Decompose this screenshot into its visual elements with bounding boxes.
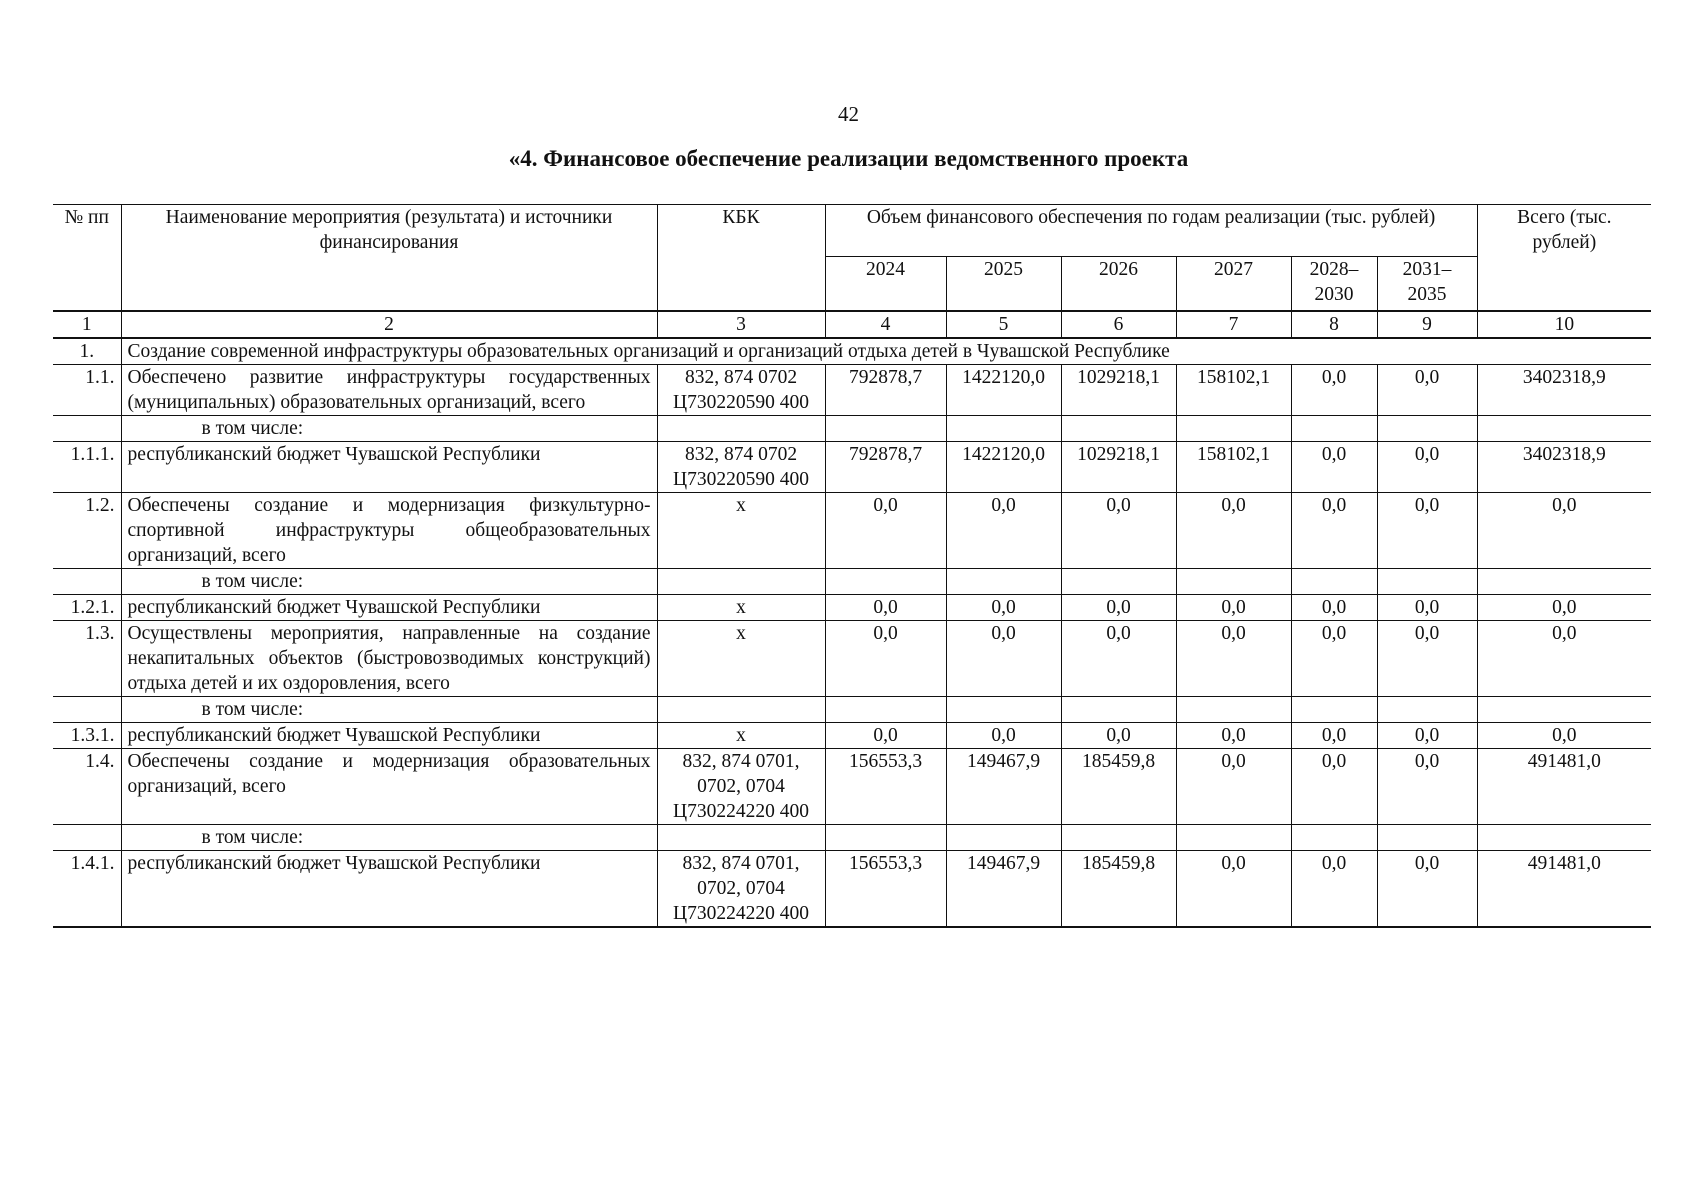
row-value: 0,0 xyxy=(946,595,1061,621)
row-value xyxy=(825,825,946,851)
row-value: 0,0 xyxy=(1176,723,1291,749)
row-name: в том числе: xyxy=(121,416,657,442)
row-value xyxy=(946,416,1061,442)
row-value xyxy=(825,416,946,442)
table-row xyxy=(53,365,1651,416)
row-value xyxy=(1061,569,1176,595)
page-number: 42 xyxy=(838,102,859,126)
row-total: 3402318,9 xyxy=(1477,442,1651,493)
column-number: 10 xyxy=(1477,311,1651,338)
row-number: 1.3. xyxy=(53,621,121,697)
row-number: 1.1. xyxy=(53,365,121,416)
row-number: 1.4. xyxy=(53,749,121,825)
column-number: 6 xyxy=(1061,311,1176,338)
header-name: Наименование мероприятия (результата) и источники финансирования xyxy=(121,205,657,312)
row-value xyxy=(1377,416,1477,442)
subtotal-label-row xyxy=(53,697,1651,723)
row-value: 0,0 xyxy=(1377,621,1477,697)
row-value: 0,0 xyxy=(1291,493,1377,569)
row-name: в том числе: xyxy=(121,697,657,723)
row-value: 0,0 xyxy=(1377,365,1477,416)
row-value: 149467,9 xyxy=(946,749,1061,825)
header-row xyxy=(53,205,1651,257)
row-value xyxy=(1377,697,1477,723)
row-total: 0,0 xyxy=(1477,595,1651,621)
row-value: 0,0 xyxy=(1377,851,1477,928)
row-kbk: х xyxy=(657,595,825,621)
table-row xyxy=(53,621,1651,697)
row-kbk xyxy=(657,416,825,442)
row-number xyxy=(53,416,121,442)
table-row xyxy=(53,749,1651,825)
table-row xyxy=(53,723,1651,749)
row-number: 1.2. xyxy=(53,493,121,569)
row-value xyxy=(1176,825,1291,851)
row-value: 156553,3 xyxy=(825,851,946,928)
table-row xyxy=(53,851,1651,928)
row-value xyxy=(1291,416,1377,442)
row-kbk: 832, 874 0701, 0702, 0704 Ц730224220 400 xyxy=(657,851,825,928)
column-number: 1 xyxy=(53,311,121,338)
row-value xyxy=(946,697,1061,723)
row-kbk: х xyxy=(657,621,825,697)
row-value: 0,0 xyxy=(946,621,1061,697)
row-value xyxy=(1291,825,1377,851)
row-value: 0,0 xyxy=(946,723,1061,749)
row-kbk: 832, 874 0702 Ц730220590 400 xyxy=(657,365,825,416)
row-value: 0,0 xyxy=(1061,595,1176,621)
row-value: 185459,8 xyxy=(1061,851,1176,928)
row-number xyxy=(53,697,121,723)
row-value xyxy=(946,825,1061,851)
header-volume: Объем финансового обеспечения по годам реализации (тыс. рублей) xyxy=(825,205,1477,257)
row-name: республиканский бюджет Чувашской Республики xyxy=(121,595,657,621)
row-value: 0,0 xyxy=(1061,723,1176,749)
row-value: 0,0 xyxy=(1291,723,1377,749)
row-value xyxy=(1377,569,1477,595)
row-value: 0,0 xyxy=(1377,493,1477,569)
row-total xyxy=(1477,697,1651,723)
row-value: 0,0 xyxy=(1377,723,1477,749)
row-number xyxy=(53,825,121,851)
row-number: 1.3.1. xyxy=(53,723,121,749)
row-kbk: 832, 874 0702 Ц730220590 400 xyxy=(657,442,825,493)
row-value: 0,0 xyxy=(1176,493,1291,569)
row-kbk xyxy=(657,569,825,595)
row-value: 156553,3 xyxy=(825,749,946,825)
row-total: 0,0 xyxy=(1477,621,1651,697)
section-name: Создание современной инфраструктуры образовательных организаций и организаций отдыха детей в Чувашской Республике xyxy=(121,338,1651,365)
row-total: 0,0 xyxy=(1477,493,1651,569)
row-value: 0,0 xyxy=(1176,595,1291,621)
column-number: 8 xyxy=(1291,311,1377,338)
document-title: «4. Финансовое обеспечение реализации ведомственного проекта xyxy=(508,146,1189,171)
section-number: 1. xyxy=(53,338,121,365)
row-name: Обеспечены создание и модернизация образовательных организаций, всего xyxy=(121,749,657,825)
row-value: 0,0 xyxy=(1291,365,1377,416)
row-value: 0,0 xyxy=(1176,621,1291,697)
row-value xyxy=(825,697,946,723)
section-row xyxy=(53,338,1651,365)
column-number: 9 xyxy=(1377,311,1477,338)
row-value: 0,0 xyxy=(1377,749,1477,825)
row-value: 0,0 xyxy=(1061,493,1176,569)
table-row xyxy=(53,442,1651,493)
row-value: 0,0 xyxy=(1291,442,1377,493)
row-value: 1422120,0 xyxy=(946,442,1061,493)
header-year: 2025 xyxy=(946,257,1061,311)
row-value xyxy=(1291,569,1377,595)
row-total xyxy=(1477,825,1651,851)
row-value xyxy=(1176,569,1291,595)
header-total: Всего (тыс. рублей) xyxy=(1477,205,1651,312)
row-value: 158102,1 xyxy=(1176,365,1291,416)
row-kbk: 832, 874 0701, 0702, 0704 Ц730224220 400 xyxy=(657,749,825,825)
row-value: 0,0 xyxy=(1291,749,1377,825)
row-number: 1.4.1. xyxy=(53,851,121,928)
row-number xyxy=(53,569,121,595)
row-value: 0,0 xyxy=(946,493,1061,569)
subtotal-label-row xyxy=(53,825,1651,851)
row-number: 1.2.1. xyxy=(53,595,121,621)
column-numbers-row xyxy=(53,311,1651,338)
row-name: Обеспечено развитие инфраструктуры государственных (муниципальных) образовательных организаций, всего xyxy=(121,365,657,416)
row-kbk: х xyxy=(657,723,825,749)
table-body xyxy=(53,205,1651,928)
row-value xyxy=(1291,697,1377,723)
row-total: 3402318,9 xyxy=(1477,365,1651,416)
column-number: 5 xyxy=(946,311,1061,338)
row-value: 792878,7 xyxy=(825,442,946,493)
subtotal-label-row xyxy=(53,416,1651,442)
row-value: 149467,9 xyxy=(946,851,1061,928)
column-number: 4 xyxy=(825,311,946,338)
row-kbk xyxy=(657,825,825,851)
row-number: 1.1.1. xyxy=(53,442,121,493)
row-total xyxy=(1477,416,1651,442)
row-value: 0,0 xyxy=(1377,442,1477,493)
row-name: республиканский бюджет Чувашской Республики xyxy=(121,851,657,928)
header-kbk: КБК xyxy=(657,205,825,312)
row-value: 0,0 xyxy=(1176,749,1291,825)
row-value xyxy=(1176,697,1291,723)
row-value: 792878,7 xyxy=(825,365,946,416)
row-value: 185459,8 xyxy=(1061,749,1176,825)
row-value xyxy=(946,569,1061,595)
row-name: Обеспечены создание и модернизация физкультурно-спортивной инфраструктуры общеобразовательных организаций, всего xyxy=(121,493,657,569)
row-name: республиканский бюджет Чувашской Республики xyxy=(121,442,657,493)
row-value xyxy=(1377,825,1477,851)
header-year: 2031–2035 xyxy=(1377,257,1477,311)
row-total: 491481,0 xyxy=(1477,851,1651,928)
row-value: 0,0 xyxy=(1377,595,1477,621)
row-value: 1029218,1 xyxy=(1061,365,1176,416)
row-value: 1422120,0 xyxy=(946,365,1061,416)
header-year: 2026 xyxy=(1061,257,1176,311)
row-total: 491481,0 xyxy=(1477,749,1651,825)
financing-table xyxy=(53,204,1651,928)
row-value xyxy=(1061,825,1176,851)
row-value: 1029218,1 xyxy=(1061,442,1176,493)
row-value: 0,0 xyxy=(825,595,946,621)
row-name: республиканский бюджет Чувашской Республики xyxy=(121,723,657,749)
row-name: в том числе: xyxy=(121,569,657,595)
row-value: 158102,1 xyxy=(1176,442,1291,493)
row-value xyxy=(1176,416,1291,442)
row-value: 0,0 xyxy=(1176,851,1291,928)
column-number: 3 xyxy=(657,311,825,338)
row-name: в том числе: xyxy=(121,825,657,851)
row-total: 0,0 xyxy=(1477,723,1651,749)
row-value: 0,0 xyxy=(1291,851,1377,928)
row-value: 0,0 xyxy=(1291,621,1377,697)
header-num: № пп xyxy=(53,205,121,312)
row-total xyxy=(1477,569,1651,595)
row-value xyxy=(1061,697,1176,723)
column-number: 2 xyxy=(121,311,657,338)
header-year: 2024 xyxy=(825,257,946,311)
row-value: 0,0 xyxy=(1291,595,1377,621)
row-value xyxy=(825,569,946,595)
row-value: 0,0 xyxy=(1061,621,1176,697)
table-row xyxy=(53,493,1651,569)
table-row xyxy=(53,595,1651,621)
header-year: 2027 xyxy=(1176,257,1291,311)
row-value: 0,0 xyxy=(825,493,946,569)
row-name: Осуществлены мероприятия, направленные на создание некапитальных объектов (быстровозводимых конструкций) отдыха детей и их оздоровления, всего xyxy=(121,621,657,697)
row-kbk xyxy=(657,697,825,723)
row-value xyxy=(1061,416,1176,442)
row-value: 0,0 xyxy=(825,621,946,697)
header-year: 2028–2030 xyxy=(1291,257,1377,311)
column-number: 7 xyxy=(1176,311,1291,338)
row-kbk: х xyxy=(657,493,825,569)
subtotal-label-row xyxy=(53,569,1651,595)
row-value: 0,0 xyxy=(825,723,946,749)
